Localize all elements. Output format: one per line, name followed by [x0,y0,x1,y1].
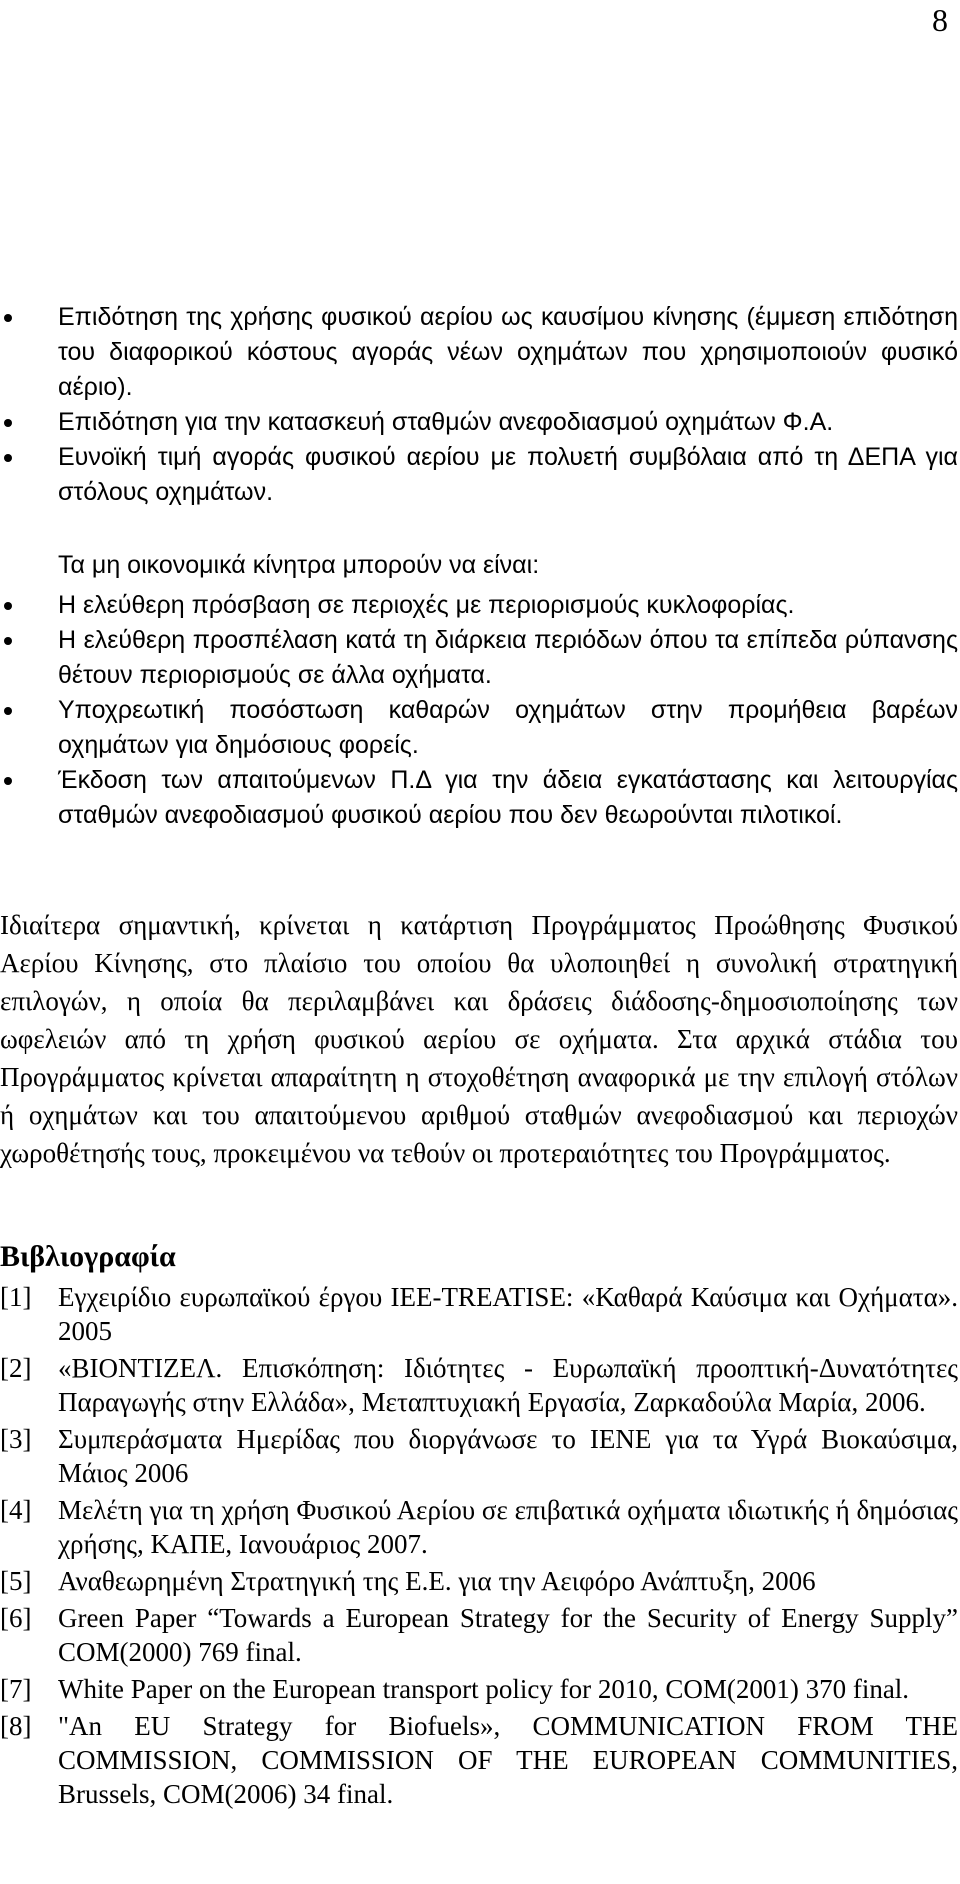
reference-item [0,1601,958,1669]
list-item [0,440,960,510]
reference-number: [3] [0,1424,32,1454]
bullet-icon [4,419,12,427]
bullet-icon [4,637,12,645]
list-item [0,623,960,693]
reference-number: [2] [0,1353,32,1383]
reference-item [0,1493,958,1561]
body-paragraph: Ιδιαίτερα σημαντική, κρίνεται η κατάρτιση Προγράμματος Προώθησης Φυσικού Αερίου Κίνησης, στο πλαίσιο του οποίου θα υλοποιηθεί η συνολική στρατηγική επιλογών, η οποία θα περιλαμβάνει και δράσεις διάδοσης-δημοσιοποίησης των ωφελειών από τη χρήση φυσικού αερίου σε οχήματα. Στα αρχικά στάδια του Προγράμματος κρίνεται απαραίτητη η στοχοθέτηση αναφορικά με την επιλογή στόλων ή οχημάτων και του απαιτούμενου αριθμού σταθμών ανεφοδιασμού και περιοχών χωροθέτησής τους, προκειμένου να τεθούν οι προτεραιότητες του Προγράμματος. [0,910,958,1168]
list-item [0,693,960,763]
reference-item [0,1280,958,1348]
reference-text: White Paper on the European transport policy for 2010, COM(2001) 370 final. [58,1674,910,1704]
reference-number: [8] [0,1711,32,1741]
list-item-text: Έκδοση των απαιτούμενων Π.Δ για την άδεια εγκατάστασης και λειτουργίας σταθμών ανεφοδιασμού φυσικού αερίου που δεν θεωρούνται πιλοτικοί. [58,766,958,829]
list-item-text: Η ελεύθερη προσπέλαση κατά τη διάρκεια περιόδων όπου τα επίπεδα ρύπανσης θέτουν περιορισμούς σε άλλα οχήματα. [58,626,958,689]
incentives-list-non-financial [0,588,960,833]
reference-text: «ΒΙΟΝΤΙΖΕΛ. Επισκόπηση: Ιδιότητες - Ευρωπαϊκή προοπτική-Δυνατότητες Παραγωγής στην Ελλάδα», Μεταπτυχιακή Εργασία, Ζαρκαδούλα Μαρία, 2006. [58,1353,958,1417]
reference-number: [4] [0,1495,32,1525]
reference-number: [5] [0,1566,32,1596]
list-item-text: Ευνοϊκή τιμή αγοράς φυσικού αερίου με πολυετή συμβόλαια από τη ΔΕΠΑ για στόλους οχημάτων. [58,443,958,506]
reference-text: "An EU Strategy for Biofuels», COMMUNICATION FROM THE COMMISSION, COMMISSION OF THE EUROPEAN COMMUNITIES, Brussels, COM(2006) 34 final. [58,1711,958,1809]
list-item-text: Επιδότηση της χρήσης φυσικού αερίου ως καυσίμου κίνησης (έμμεση επιδότηση του διαφορικού κόστους αγοράς νέων οχημάτων που χρησιμοποιούν φυσικό αέριο). [58,303,958,401]
reference-number: [7] [0,1674,32,1704]
reference-number: [1] [0,1282,32,1312]
bullet-icon [4,314,12,322]
list-item-text: Υποχρεωτική ποσόστωση καθαρών οχημάτων στην προμήθεια βαρέων οχημάτων για δημόσιους φορείς. [58,696,958,759]
list-item [0,588,960,623]
list-item-text: Επιδότηση για την κατασκευή σταθμών ανεφοδιασμού οχημάτων Φ.Α. [58,408,834,436]
page-number: 8 [932,2,948,38]
reference-item [0,1564,958,1598]
reference-item [0,1672,958,1706]
reference-text: Μελέτη για τη χρήση Φυσικού Αερίου σε επιβατικά οχήματα ιδιωτικής ή δημόσιας χρήσης, ΚΑΠΕ, Ιανουάριος 2007. [58,1495,958,1559]
bibliography-heading: Βιβλιογραφία [0,1240,176,1273]
incentives-list-financial [0,300,960,510]
list-item [0,405,960,440]
reference-text: Εγχειρίδιο ευρωπαϊκού έργου IEE-TREATISE: «Καθαρά Καύσιμα και Οχήματα». 2005 [58,1282,958,1346]
non-financial-intro: Τα μη οικονομικά κίνητρα μπορούν να είναι: [58,551,540,579]
reference-item [0,1709,958,1811]
list-item [0,763,960,833]
reference-item [0,1422,958,1490]
bullet-icon [4,707,12,715]
reference-list [0,1280,958,1814]
reference-item [0,1351,958,1419]
reference-text: Green Paper “Towards a European Strategy for the Security of Energy Supply” COM(2000) 769 final. [58,1603,958,1667]
reference-text: Αναθεωρημένη Στρατηγική της Ε.Ε. για την Αειφόρο Ανάπτυξη, 2006 [58,1566,816,1596]
list-item-text: Η ελεύθερη πρόσβαση σε περιοχές με περιορισμούς κυκλοφορίας. [58,591,795,619]
bullet-icon [4,777,12,785]
reference-number: [6] [0,1603,32,1633]
list-item [0,300,960,405]
reference-text: Συμπεράσματα Ημερίδας που διοργάνωσε το ΙΕΝΕ για τα Υγρά Βιοκαύσιμα, Μάιος 2006 [58,1424,958,1488]
bullet-icon [4,602,12,610]
bullet-icon [4,454,12,462]
